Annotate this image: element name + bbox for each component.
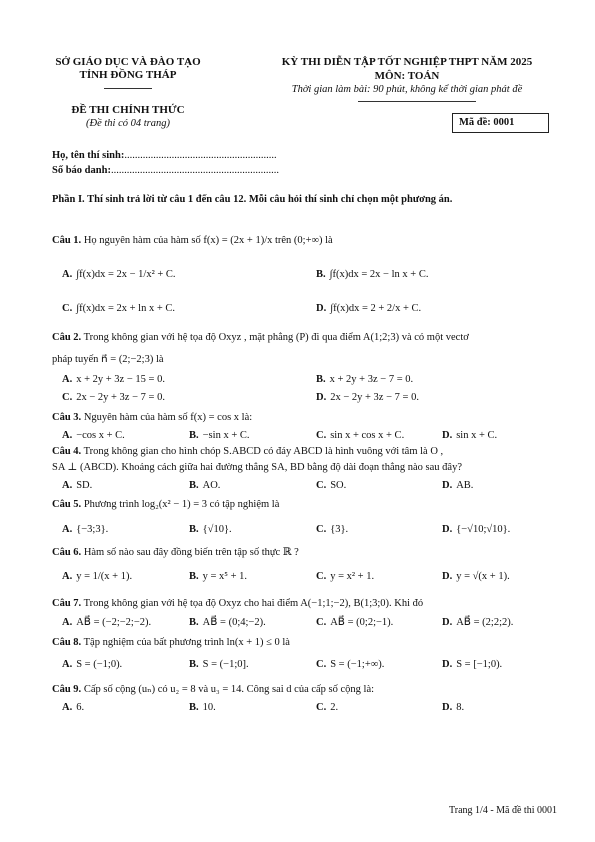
q7-option-b [189,616,266,630]
option-text: S = [−1;0). [456,659,503,670]
question-6 [52,546,552,560]
q4-option-d [442,479,473,493]
question-label: Câu 7. [52,598,82,609]
option-letter: A. [62,524,73,535]
option-letter: C. [316,524,327,535]
exam-code: Mã đề: 0001 [459,117,515,128]
option-letter: D. [442,659,453,670]
question-9 [52,683,552,697]
department-underline [104,88,152,89]
question-text: Cấp số cộng (uₙ) có u₂ = 8 và u₃ = 14. Công sai d của cấp số cộng là: [83,684,375,695]
question-label: Câu 9. [52,684,82,695]
q3-option-a [62,429,125,443]
exam-code-box [452,113,549,133]
q6-option-b [189,570,247,584]
option-text: 10. [202,702,216,713]
option-text: −cos x + C. [76,430,125,441]
question-text: Họ nguyên hàm của hàm số f(x) = (2x + 1)/x trên (0;+∞) là [83,235,333,246]
page-footer: Trang 1/4 - Mã đề thi 0001 [449,805,557,816]
option-letter: D. [442,571,453,582]
q3-option-b [189,429,250,443]
q2-option-c [62,391,165,405]
option-text: 2x − 2y + 3z − 7 = 0. [76,392,165,403]
option-letter: D. [316,392,327,403]
option-letter: C. [62,392,73,403]
q4-option-a [62,479,92,493]
option-text: 2x − 2y + 3z − 7 = 0. [330,392,419,403]
option-letter: A. [62,480,73,491]
option-text: AB⃗ = (−2;−2;−2). [76,617,152,628]
question-4 [52,445,552,459]
q4-option-c [316,479,346,493]
candidate-id-row [52,165,279,176]
option-letter: B. [189,659,199,670]
option-text: x + 2y + 3z − 15 = 0. [76,374,165,385]
q5-option-a [62,523,108,537]
option-letter: B. [189,617,199,628]
option-text: S = (−1;0). [76,659,123,670]
q2-option-b [316,373,413,387]
question-text: Nguyên hàm của hàm số f(x) = cos x là: [83,412,253,423]
option-letter: C. [316,430,327,441]
q1-option-a [62,268,176,282]
question-3 [52,411,552,425]
option-letter: B. [189,430,199,441]
option-text: 8. [456,702,465,713]
question-text: Trong không gian cho hình chóp S.ABCD có đáy ABCD là hình vuông với tâm là O , [83,446,444,457]
option-letter: A. [62,617,73,628]
option-text: sin x + cos x + C. [330,430,405,441]
q8-option-b [189,658,249,672]
q1-option-c [62,302,175,316]
option-text: −sin x + C. [202,430,250,441]
option-text: {−3;3}. [76,524,109,535]
q1-option-d [316,302,421,316]
pages-note: (Đề thi có 04 trang) [86,118,170,129]
candidate-name-row [52,150,277,161]
q8-option-d [442,658,502,672]
candidate-name-dots: .......................................................... [124,150,277,161]
question-label: Câu 4. [52,446,82,457]
q8-option-a [62,658,122,672]
question-1 [52,234,552,248]
question-text: Hàm số nào sau đây đồng biến trên tập số thực ℝ ? [83,547,299,558]
option-text: y = x⁵ + 1. [202,571,248,582]
q6-option-c [316,570,374,584]
q7-option-c [316,616,393,630]
q9-option-d [442,701,464,715]
question-2-continued: pháp tuyến n⃗ = (2;−2;3) là [52,354,164,365]
question-label: Câu 2. [52,332,82,343]
option-letter: D. [442,702,453,713]
option-letter: C. [316,659,327,670]
q2-option-d [316,391,419,405]
q1-option-b [316,268,428,282]
q5-option-b [189,523,232,537]
department-line-2: TỈNH ĐỒNG THÁP [79,69,177,81]
question-label: Câu 6. [52,547,82,558]
option-text: sin x + C. [456,430,498,441]
option-letter: C. [62,303,73,314]
question-text: Trong không gian với hệ tọa độ Oxyz , mặt phẳng (P) đi qua điểm A(1;2;3) và có một vectơ [83,332,469,343]
option-letter: C. [316,480,327,491]
title-underline [358,101,476,102]
q3-option-d [442,429,497,443]
question-label: Câu 8. [52,637,82,648]
option-text: {3}. [330,524,349,535]
q7-option-a [62,616,151,630]
q8-option-c [316,658,384,672]
option-text: ∫f(x)dx = 2x − 1/x² + C. [76,269,176,280]
option-text: {−√10;√10}. [456,524,511,535]
question-8 [52,636,552,650]
q9-option-a [62,701,84,715]
option-letter: C. [316,571,327,582]
question-5 [52,498,552,512]
option-letter: D. [442,430,453,441]
option-text: AB⃗ = (2;2;2). [456,617,514,628]
q9-option-b [189,701,216,715]
option-text: y = 1/(x + 1). [76,571,133,582]
question-text: Tập nghiệm của bất phương trình ln(x + 1) ≤ 0 là [83,637,290,648]
option-letter: D. [316,303,327,314]
candidate-name-label: Họ, tên thí sinh: [52,150,125,161]
option-text: AB⃗ = (0;2;−1). [330,617,394,628]
option-text: AO. [202,480,221,491]
option-letter: B. [189,480,199,491]
option-letter: A. [62,430,73,441]
q2-option-a [62,373,165,387]
option-text: AB. [456,480,474,491]
option-letter: D. [442,617,453,628]
subject-title: MÔN: TOÁN [374,70,440,82]
question-label: Câu 5. [52,499,82,510]
option-text: SD. [76,480,93,491]
q6-option-a [62,570,132,584]
q6-option-d [442,570,510,584]
option-letter: B. [189,524,199,535]
question-2 [52,331,552,345]
option-letter: D. [442,480,453,491]
candidate-id-label: Số báo danh: [52,165,111,176]
q7-option-d [442,616,513,630]
option-letter: C. [316,617,327,628]
option-letter: A. [62,702,73,713]
option-letter: B. [189,571,199,582]
official-exam-label: ĐỀ THI CHÍNH THỨC [71,104,185,116]
question-label: Câu 3. [52,412,82,423]
option-letter: A. [62,571,73,582]
question-text: Trong không gian với hệ tọa độ Oxyz cho hai điểm A(−1;1;−2), B(1;3;0). Khi đó [83,598,424,609]
part1-heading: Phần I. Thí sinh trả lời từ câu 1 đến câu 12. Mỗi câu hỏi thí sinh chỉ chọn một phương án. [52,194,453,205]
q5-option-d [442,523,510,537]
q4-option-b [189,479,220,493]
option-text: ∫f(x)dx = 2x − ln x + C. [329,269,429,280]
option-text: x + 2y + 3z − 7 = 0. [329,374,414,385]
time-note: Thời gian làm bài: 90 phút, không kể thời gian phát đề [291,84,523,95]
candidate-id-dots: ................................................................ [110,165,279,176]
option-letter: A. [62,374,73,385]
department-line-1: SỞ GIÁO DỤC VÀ ĐÀO TẠO [55,56,201,68]
question-4-continued: SA ⊥ (ABCD). Khoảng cách giữa hai đường thẳng SA, BD bằng độ dài đoạn thẳng nào sau đây? [52,462,462,473]
option-text: ∫f(x)dx = 2x + ln x + C. [76,303,176,314]
q9-option-c [316,701,338,715]
option-text: y = √(x + 1). [456,571,510,582]
question-7 [52,597,552,611]
q5-option-c [316,523,348,537]
option-text: {√10}. [202,524,232,535]
option-text: S = (−1;0]. [202,659,249,670]
option-letter: B. [316,269,326,280]
option-text: 2. [330,702,339,713]
option-letter: A. [62,659,73,670]
option-text: 6. [76,702,85,713]
option-text: ∫f(x)dx = 2 + 2/x + C. [330,303,422,314]
question-text: Phương trình log₂(x² − 1) = 3 có tập nghiệm là [83,499,280,510]
option-letter: B. [316,374,326,385]
q3-option-c [316,429,404,443]
option-text: y = x² + 1. [330,571,375,582]
option-letter: B. [189,702,199,713]
option-text: AB⃗ = (0;4;−2). [202,617,266,628]
option-letter: A. [62,269,73,280]
option-text: S = (−1;+∞). [330,659,385,670]
exam-title: KỲ THI DIỄN TẬP TỐT NGHIỆP THPT NĂM 2025 [281,56,533,68]
option-letter: D. [442,524,453,535]
question-label: Câu 1. [52,235,82,246]
option-letter: C. [316,702,327,713]
option-text: SO. [330,480,347,491]
